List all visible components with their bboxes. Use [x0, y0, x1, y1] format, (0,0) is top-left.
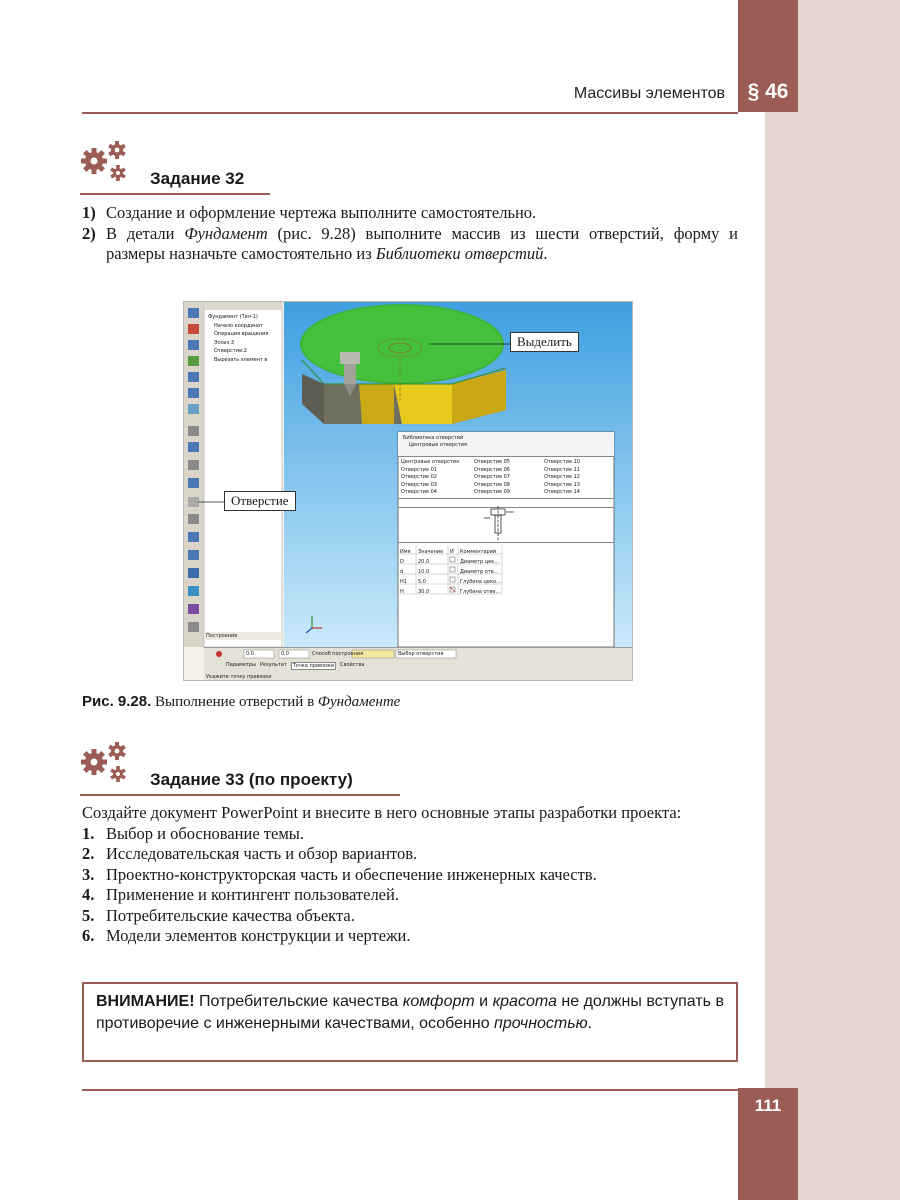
section-number: § 46	[747, 80, 789, 103]
list-item: 4. Применение и контингент пользователей.	[82, 885, 399, 904]
library-item[interactable]: Отверстие 14	[544, 489, 580, 495]
table-row[interactable]: H 30.0 Глубина отве...	[400, 589, 501, 595]
side-strip	[765, 0, 900, 1200]
status-bar: Укажите точку привязки	[206, 674, 272, 680]
task32-underline	[80, 193, 270, 195]
property-tabs	[226, 662, 364, 670]
library-item[interactable]: Отверстие 04	[401, 489, 437, 495]
task32-title: Задание 32	[150, 169, 245, 188]
warning-box: ВНИМАНИЕ! Потребительские качества комфорт и красота не должны вступать в противоречие с инженерными качествами, особенно прочностью.	[82, 982, 738, 1062]
library-item[interactable]: Отверстие 12	[544, 474, 580, 480]
list-item: 1. Выбор и обоснование темы.	[82, 823, 304, 843]
table-header-row	[400, 547, 504, 557]
tree-item[interactable]: Отверстие:2	[214, 348, 247, 354]
running-header: Массивы элементов	[573, 85, 725, 102]
library-item[interactable]: Центровые отверстия	[401, 459, 460, 465]
library-col-1	[401, 459, 471, 497]
task33-title: Задание 33 (по проекту)	[150, 770, 353, 789]
gears-icon	[80, 740, 140, 790]
figure-caption: Рис. 9.28. Выполнение отверстий в Фундаменте	[82, 693, 401, 710]
warning-label: ВНИМАНИЕ!	[96, 993, 195, 1010]
task33-underline	[80, 794, 400, 796]
caption-label: Рис. 9.28.	[82, 693, 152, 710]
tab-anchor-point[interactable]: Точка привязки	[292, 663, 335, 669]
tree-root[interactable]: Фундамент (Тел-1)	[208, 314, 258, 320]
task33-intro: Создайте документ PowerPoint и внесите в него основные этапы разработки проекта:	[82, 803, 682, 822]
task32-heading	[80, 139, 280, 199]
library-col-2	[474, 459, 542, 497]
tree-item[interactable]: Операция вращения	[214, 331, 269, 337]
tab-parameters[interactable]: Параметры	[226, 662, 256, 668]
list-item: 6. Модели элементов конструкции и чертежи.	[82, 926, 411, 945]
params-table	[400, 547, 504, 597]
list-item: 3. Проектно-конструкторская часть и обеспечение инженерных качеств.	[82, 864, 597, 884]
library-item[interactable]: Отверстие 07	[474, 474, 510, 480]
figure-9-28	[183, 301, 633, 681]
section-tab	[738, 0, 798, 112]
select-hole-button[interactable]: Выбор отверстия	[398, 651, 444, 657]
library-item[interactable]: Отверстие 06	[474, 466, 510, 473]
list-item: 5. Потребительские качества объекта.	[82, 905, 355, 925]
task33-heading	[80, 740, 353, 800]
library-item[interactable]: Отверстие 10	[544, 459, 580, 465]
library-item[interactable]: Отверстие 01	[401, 466, 437, 473]
coord-x-field[interactable]: 0.0	[246, 651, 254, 657]
footer-rule	[82, 1089, 738, 1091]
list-item	[82, 224, 738, 265]
library-item[interactable]: Отверстие 08	[474, 481, 510, 488]
col-header: Имя	[400, 549, 411, 555]
task32-list	[82, 203, 738, 265]
table-row[interactable]: d 10.0 Диаметр отв...	[400, 569, 499, 575]
list-item: 2. Исследовательская часть и обзор вариантов.	[82, 844, 418, 863]
page-number: 111	[754, 1096, 782, 1115]
col-header: Комментарий	[460, 549, 497, 555]
callout-select: Выделить	[510, 332, 579, 352]
coord-y-field[interactable]: 0.0	[281, 651, 289, 657]
page-number-tab	[738, 1088, 798, 1200]
tab-result[interactable]: Результат	[259, 662, 287, 668]
library-subtitle[interactable]: Центровые отверстия	[409, 442, 468, 448]
library-item[interactable]: Отверстие 05	[474, 459, 510, 465]
library-col-3	[544, 459, 612, 497]
library-item[interactable]: Отверстие 02	[401, 474, 437, 480]
tree-item[interactable]: Начало координат	[214, 322, 263, 329]
library-item[interactable]: Отверстие 11	[544, 466, 580, 473]
item-number: 1)	[82, 203, 96, 222]
col-header: И	[450, 549, 454, 555]
tree-item[interactable]: Вырезать элемент в	[214, 356, 268, 363]
callout-hole: Отверстие	[224, 491, 296, 511]
list-item	[82, 203, 738, 224]
col-header: Значение	[418, 549, 444, 555]
tree-item[interactable]: Эскиз:3	[214, 339, 235, 346]
tab-properties[interactable]: Свойства	[340, 662, 365, 668]
gears-icon	[80, 139, 140, 189]
feature-tree[interactable]	[208, 313, 268, 364]
library-title[interactable]: Библиотека отверстий	[403, 435, 464, 441]
table-row[interactable]: H1 5.0 Глубина цеко...	[400, 579, 501, 585]
library-item[interactable]: Отверстие 03	[401, 481, 437, 488]
library-header	[403, 435, 467, 449]
table-row[interactable]: D 20.0 Диаметр цек...	[400, 559, 500, 565]
item-text: Создание и оформление чертежа выполните самостоятельно.	[106, 203, 537, 222]
item-text: В детали Фундамент (рис. 9.28) выполните массив из шести отверстий, форму и размеры назначьте самостоятельно из Библиотеки отверстий.	[106, 223, 738, 263]
tab-build[interactable]: Построение	[206, 633, 238, 639]
task33-body	[82, 803, 738, 947]
method-dropdown[interactable]: Способ построения	[312, 651, 364, 657]
library-item[interactable]: Отверстие 13	[544, 481, 580, 488]
header-rule	[82, 112, 738, 114]
library-item[interactable]: Отверстие 09	[474, 489, 510, 495]
item-number: 2)	[82, 223, 96, 243]
